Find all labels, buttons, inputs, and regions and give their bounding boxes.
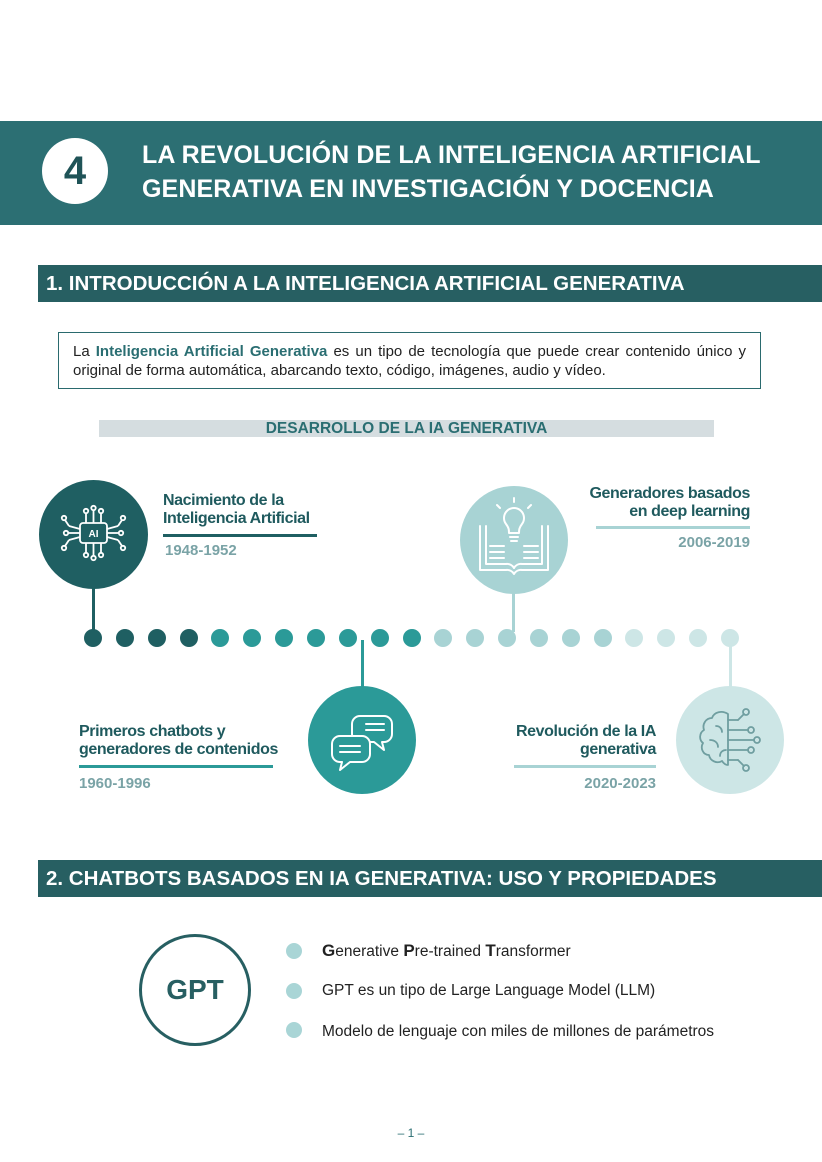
brain-circuit-icon <box>676 686 784 794</box>
milestone-4-rule <box>514 765 656 768</box>
milestone-3-title-line-2: en deep learning <box>629 503 750 520</box>
milestone-2-title-line-1: Primeros chatbots y <box>79 723 226 740</box>
bullet-dot <box>286 983 302 999</box>
timeline-dot <box>84 629 102 647</box>
bullet-text: GPT es un tipo de Large Language Model (LLM) <box>322 982 656 999</box>
gpt-acronym-expansion: Generative Pre-trained Transformer <box>322 941 571 960</box>
milestone-1-title-line-2: Inteligencia Artificial <box>163 510 310 527</box>
milestone-2-badge <box>308 686 416 794</box>
milestone-4-stem <box>729 640 732 690</box>
timeline-dot <box>721 629 739 647</box>
timeline-dot <box>657 629 675 647</box>
definition-highlight: Inteligencia Artificial Generativa <box>95 343 328 360</box>
milestone-1-years: 1948-1952 <box>165 542 237 559</box>
bullet-dot <box>286 1022 302 1038</box>
timeline-dot <box>403 629 421 647</box>
milestone-3-rule <box>596 526 750 529</box>
svg-text:AI: AI <box>88 529 99 540</box>
chapter-banner <box>0 121 822 225</box>
milestone-1-stem <box>92 585 95 633</box>
timeline-dot <box>625 629 643 647</box>
milestone-3-stem <box>512 590 515 632</box>
milestone-1-badge <box>39 480 148 589</box>
timeline-dot <box>243 629 261 647</box>
timeline-dot <box>116 629 134 647</box>
chat-bubbles-icon <box>308 686 416 794</box>
timeline-dot <box>339 629 357 647</box>
milestone-2-title-line-2: generadores de contenidos <box>79 741 278 758</box>
milestone-3-title-line-1: Generadores basados <box>589 485 750 502</box>
section-1-title: 1. INTRODUCCIÓN A LA INTELIGENCIA ARTIFICIAL GENERATIVA <box>38 265 822 302</box>
definition-box <box>58 332 761 389</box>
timeline-dot <box>434 629 452 647</box>
page-number: – 1 – <box>397 1126 425 1140</box>
bullet-text: Modelo de lenguaje con miles de millones de parámetros <box>322 1023 715 1040</box>
milestone-2-rule <box>79 765 273 768</box>
milestone-4-years: 2020-2023 <box>584 775 656 792</box>
timeline-dot <box>211 629 229 647</box>
timeline-dot <box>180 629 198 647</box>
ai-chip-icon <box>39 480 148 589</box>
milestone-1-title-line-1: Nacimiento de la <box>163 492 284 509</box>
timeline-dot <box>689 629 707 647</box>
chapter-title-line-2: GENERATIVA EN INVESTIGACIÓN Y DOCENCIA <box>142 175 714 203</box>
timeline-dot <box>498 629 516 647</box>
timeline-dot <box>275 629 293 647</box>
chapter-number: 4 <box>42 138 108 204</box>
bullet-dot <box>286 943 302 959</box>
timeline-header: DESARROLLO DE LA IA GENERATIVA <box>99 420 714 437</box>
milestone-4-title-line-1: Revolución de la IA <box>516 723 656 740</box>
timeline-dot <box>371 629 389 647</box>
milestone-3-years: 2006-2019 <box>678 534 750 551</box>
milestone-2-stem <box>361 640 364 690</box>
section-2-title: 2. CHATBOTS BASADOS EN IA GENERATIVA: USO Y PROPIEDADES <box>38 860 822 897</box>
timeline-dot <box>307 629 325 647</box>
definition-text-start: La <box>73 343 96 360</box>
timeline-dot <box>594 629 612 647</box>
timeline-dot <box>466 629 484 647</box>
milestone-1-rule <box>163 534 317 537</box>
milestone-2-years: 1960-1996 <box>79 775 151 792</box>
chapter-title-line-1: LA REVOLUCIÓN DE LA INTELIGENCIA ARTIFICIAL <box>142 141 761 169</box>
timeline-dot <box>562 629 580 647</box>
milestone-4-badge <box>676 686 784 794</box>
timeline-dot <box>148 629 166 647</box>
timeline-dot <box>530 629 548 647</box>
definition-text-end: es un tipo de tecnología que puede crear contenido único y original de forma automática, abarcando texto, código, imágenes, audio y vídeo. <box>73 343 746 379</box>
gpt-circle: GPT <box>139 934 251 1046</box>
milestone-4-title-line-2: generativa <box>579 741 656 758</box>
